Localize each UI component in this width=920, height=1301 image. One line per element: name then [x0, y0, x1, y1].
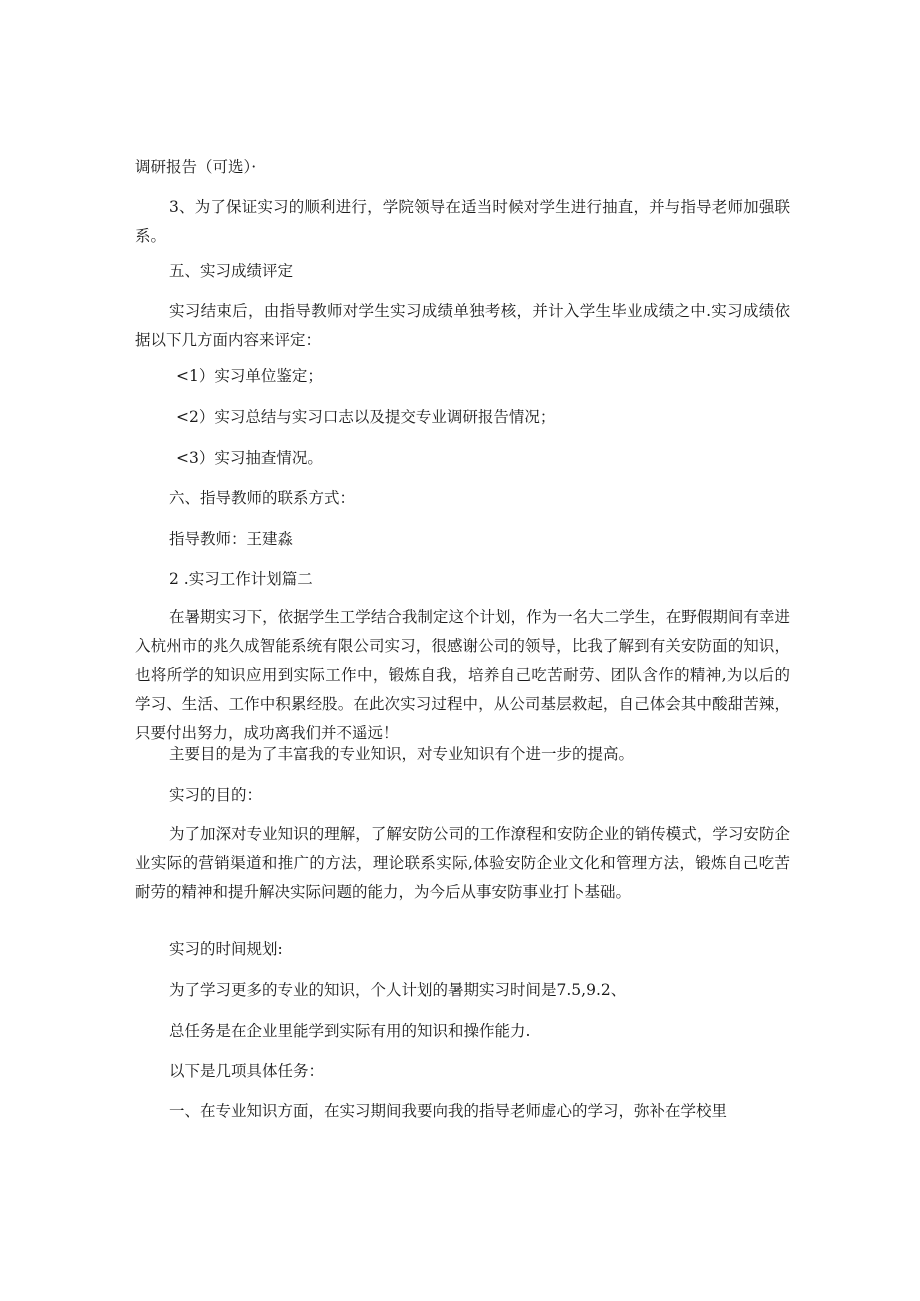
- list-item-3: <3）实习抽查情况。: [176, 449, 323, 467]
- section-heading-grading: 五、实习成绩评定: [169, 262, 294, 280]
- paragraph-overall-task: 总任务是在企业里能学到实际有用的知识和操作能力.: [169, 1022, 531, 1040]
- paragraph-task-one: 一、在专业知识方面，在实习期间我要向我的指导老师虚心的学习，弥补在学校里: [169, 1102, 728, 1120]
- paragraph-survey-report: 调研报告（可选）·: [135, 158, 257, 176]
- section-heading-plan-two: 2 .实习工作计划篇二: [169, 570, 313, 588]
- section-heading-contact: 六、指导教师的联系方式：: [169, 489, 356, 507]
- paragraph-tasks-intro: 以下是几项具体任务：: [169, 1062, 325, 1080]
- paragraph-time-plan: 为了学习更多的专业的知识，个人计划的暑期实习时间是7.5,9.2、: [169, 981, 627, 999]
- paragraph-main-goal: 主要目的是为了丰富我的专业知识，对专业知识有个进一步的提高。: [169, 745, 635, 763]
- paragraph-item-3: 3、为了保证实习的顺利进行，学院领导在适当时候对学生进行抽直，并与指导老师加强联系。: [135, 198, 790, 245]
- list-item-1: <1）实习单位鉴定；: [176, 367, 323, 385]
- paragraph-plan-intro: 在暑期实习下，依据学生工学结合我制定这个计划，作为一名大二学生，在野假期间有幸进入杭州市的兆久成智能系统有限公司实习，很感谢公司的领导，比我了解到有关安防面的知识，也将所学的知识应用到实际工作中，锻炼自我，培养自己吃苦耐劳、团队含作的精神,为以后的学习、生活、工作中积累经股。在此次实习过程中，从公司基层救起，自己体会其中酸甜苦辣，只要付出努力，成功离我们并不遥远！: [135, 608, 790, 742]
- paragraph-advisor: 指导教师：王建淼: [169, 530, 294, 548]
- paragraph-grading-intro: 实习结束后，由指导教师对学生实习成绩单独考核，并计入学生毕业成绩之中.实习成绩依据以下几方面内容来评定：: [135, 302, 790, 349]
- heading-purpose: 实习的目的：: [169, 786, 263, 804]
- paragraph-purpose: 为了加深对专业知识的理解，了解安防公司的工作潦程和安防企业的销传模式，学习安防企业实际的营销渠道和推广的方法，理论联系实际,体验安防企业文化和管理方法，锻炼自己吃苦耐劳的精神和提升解决实际问题的能力，为今后从事安防事业打卜基础。: [135, 825, 790, 901]
- heading-time-plan: 实习的时间规划:: [169, 940, 283, 958]
- list-item-2: <2）实习总结与实习口志以及提交专业调研报告情况；: [176, 408, 556, 426]
